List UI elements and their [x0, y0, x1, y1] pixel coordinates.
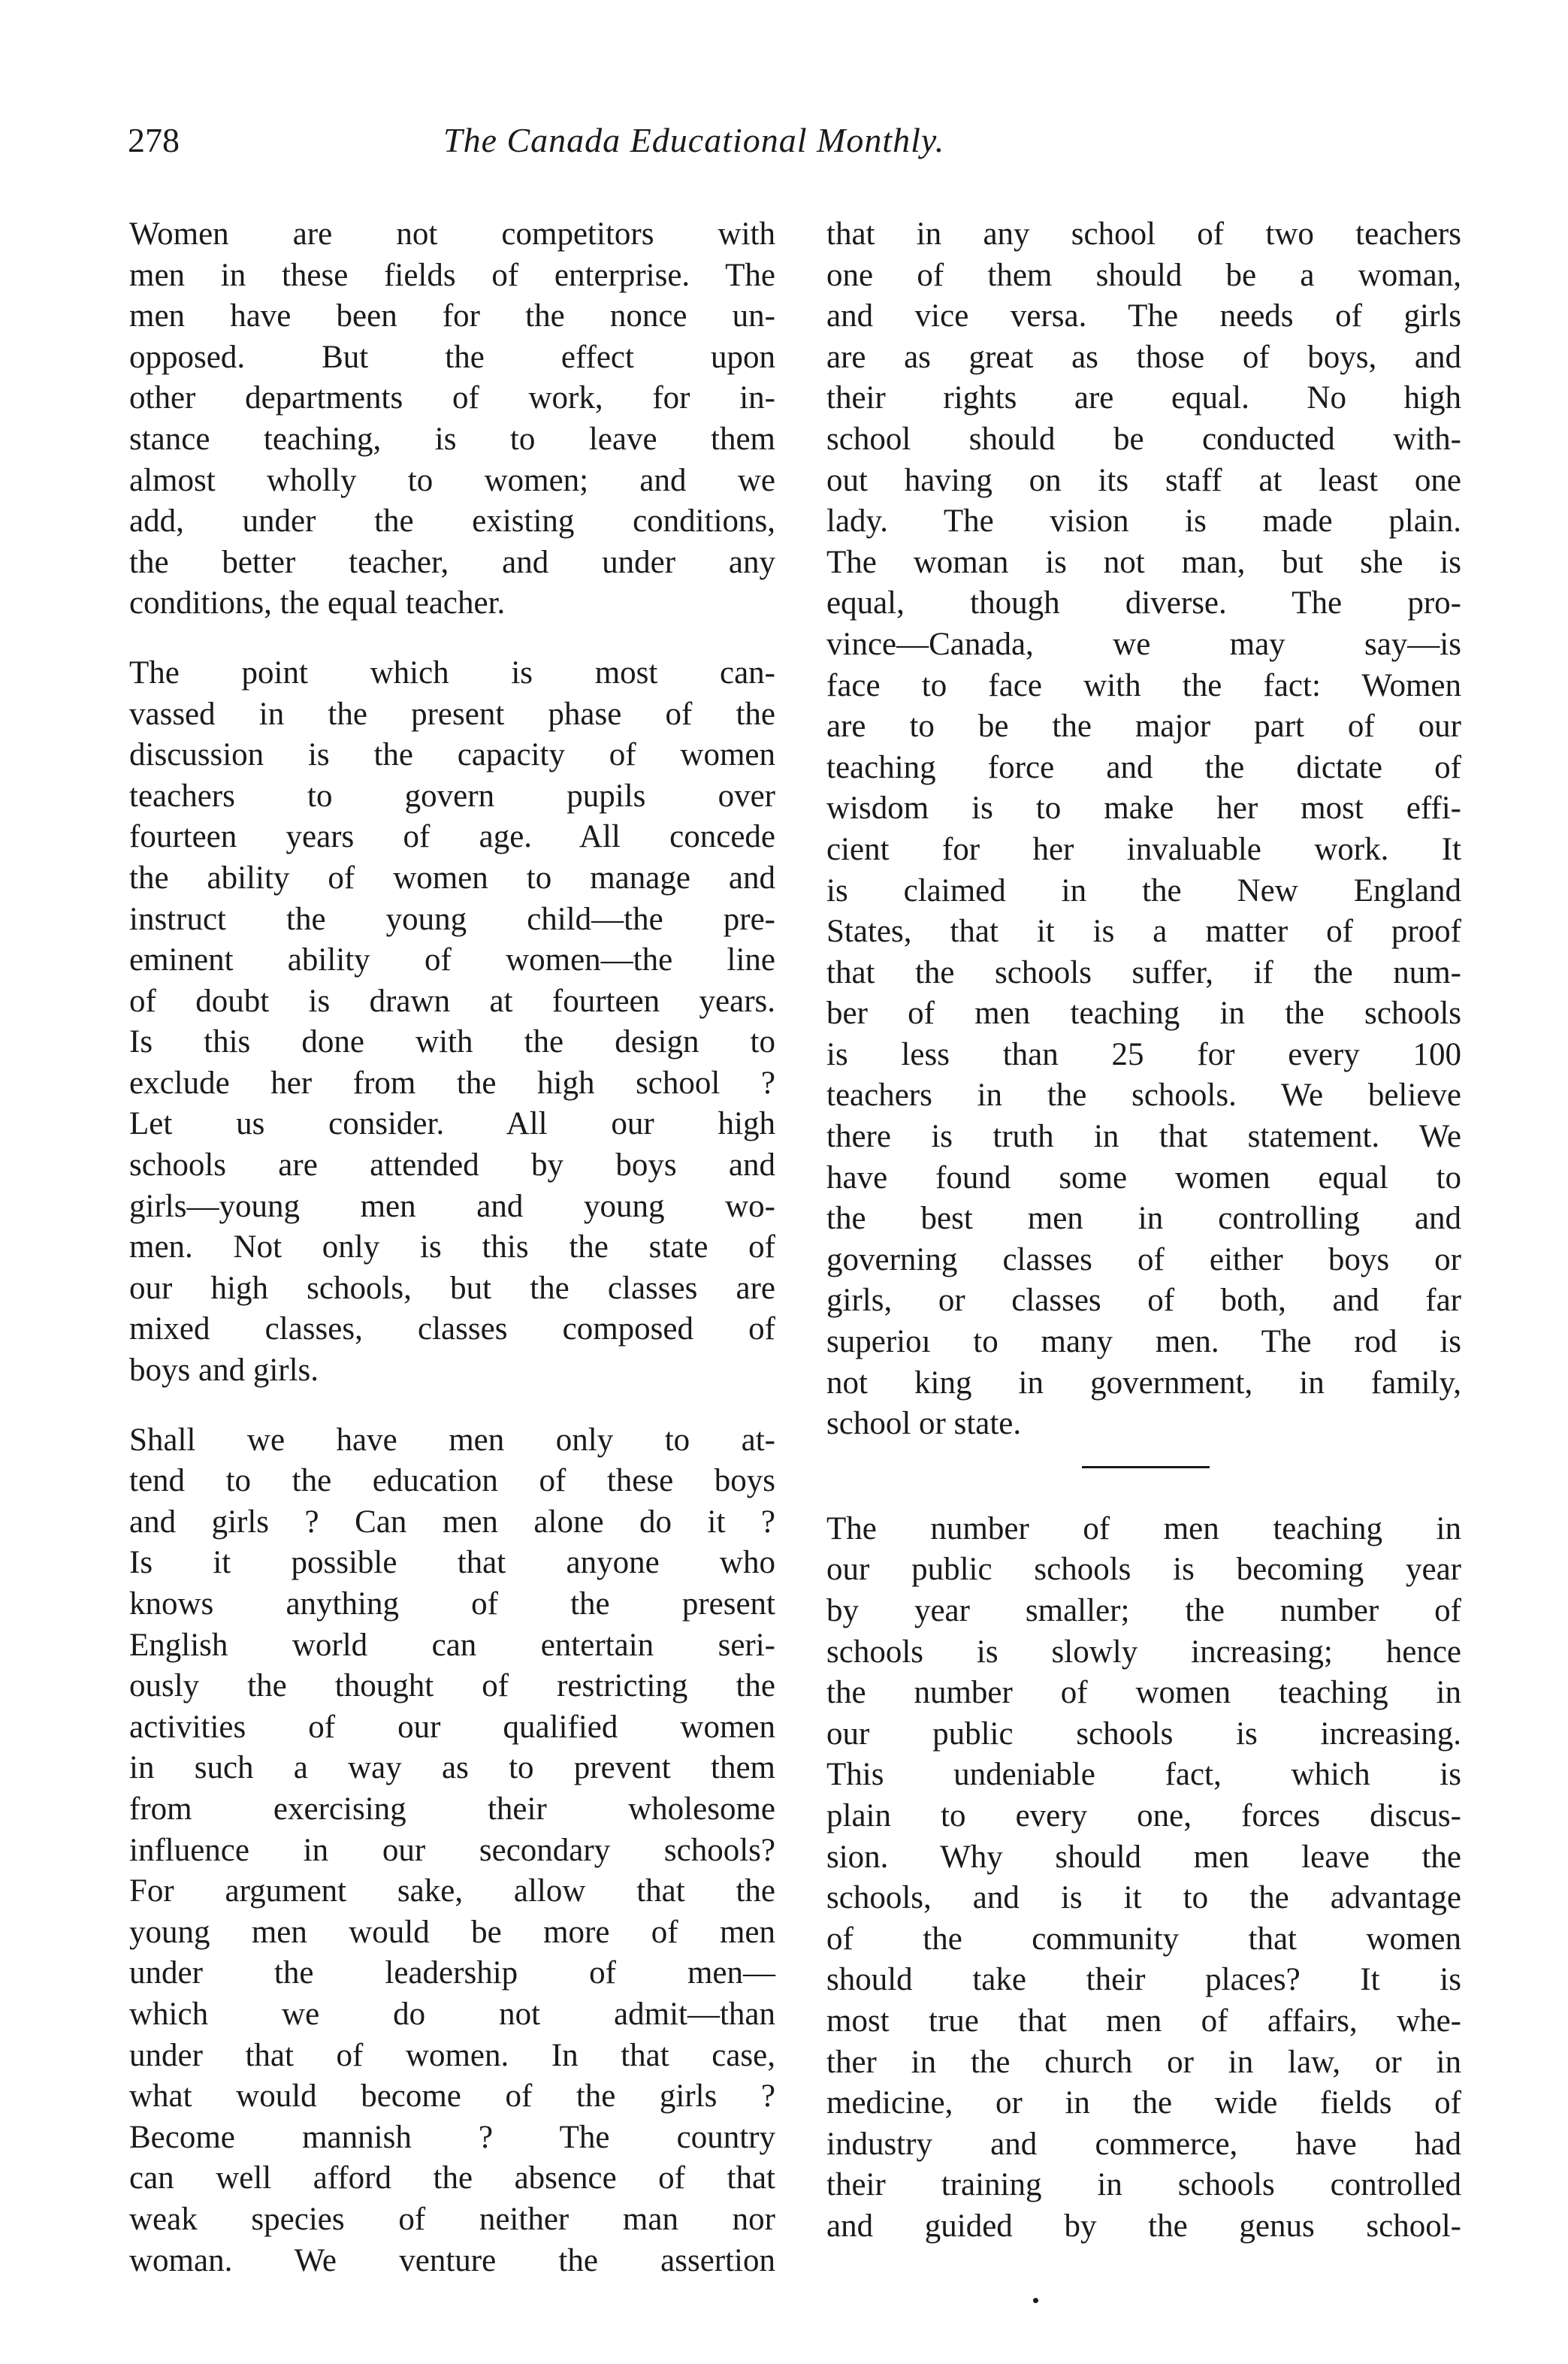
text-line: English world can entertain seri-	[129, 1627, 775, 1663]
text-line: ther in the church or in law, or in	[826, 2044, 1461, 2080]
text-line: school or state.	[826, 1406, 1022, 1442]
text-line: The woman is not man, but she is	[826, 544, 1461, 580]
text-line: fourteen years of age. All concede	[129, 819, 775, 855]
text-line: and vice versa. The needs of girls	[826, 298, 1461, 334]
text-line: States, that it is a matter of proof	[826, 914, 1461, 950]
text-line: This undeniable fact, which is	[826, 1757, 1461, 1793]
text-line: men have been for the nonce un-	[129, 298, 775, 334]
text-line: industry and commerce, have had	[826, 2126, 1461, 2162]
text-line: face to face with the fact: Women	[826, 667, 1461, 703]
text-line: young men would be more of men	[129, 1914, 775, 1950]
text-line: weak species of neither man nor	[129, 2201, 775, 2237]
text-line: boys and girls.	[129, 1353, 319, 1389]
text-line: plain to every one, forces discus-	[826, 1797, 1461, 1833]
text-line: out having on its staff at least one	[826, 462, 1461, 498]
paragraph	[826, 214, 1461, 1445]
paragraph	[129, 653, 775, 1392]
text-line: Is this done with the design to	[129, 1024, 775, 1060]
text-line: Women are not competitors with	[129, 216, 775, 252]
left-column	[129, 214, 775, 2281]
text-line: in such a way as to prevent them	[129, 1750, 775, 1786]
text-line: governing classes of either boys or	[826, 1241, 1461, 1277]
text-line: are to be the major part of our	[826, 709, 1461, 745]
text-line: Let us consider. All our high	[129, 1106, 775, 1142]
text-line: tend to the education of these boys	[129, 1463, 775, 1499]
paragraph	[129, 1420, 775, 2281]
text-line: their rights are equal. No high	[826, 380, 1461, 416]
text-line: woman. We venture the assertion	[129, 2242, 775, 2278]
running-title: The Canada Educational Monthly.	[443, 121, 945, 159]
text-line: should take their places? It is	[826, 1962, 1461, 1998]
text-line: vince—Canada, we may say—is	[826, 626, 1461, 662]
text-line: our high schools, but the classes are	[129, 1270, 775, 1306]
text-line: schools, and is it to the advantage	[826, 1880, 1461, 1916]
text-line: have found some women equal to	[826, 1159, 1461, 1196]
text-line: our public schools is becoming year	[826, 1552, 1461, 1588]
text-line: and girls ? Can men alone do it ?	[129, 1504, 775, 1540]
text-line: which we do not admit—than	[129, 1996, 775, 2032]
text-line: and guided by the genus school-	[826, 2208, 1461, 2244]
text-line: that the schools suffer, if the num-	[826, 954, 1461, 990]
text-line: eminent ability of women—the line	[129, 942, 775, 978]
text-line: discussion is the capacity of women	[129, 737, 775, 773]
paragraph	[826, 1509, 1461, 2248]
text-line: of doubt is drawn at fourteen years.	[129, 983, 775, 1019]
text-line: the better teacher, and under any	[129, 544, 775, 580]
text-line: of the community that women	[826, 1921, 1461, 1957]
text-line: instruct the young child—the pre-	[129, 901, 775, 937]
text-line: activities of our qualified women	[129, 1709, 775, 1745]
text-line: not king in government, in family,	[826, 1365, 1461, 1401]
text-line: under that of women. In that case,	[129, 2037, 775, 2073]
text-line: schools is slowly increasing; hence	[826, 1634, 1461, 1670]
text-line: one of them should be a woman,	[826, 257, 1461, 293]
text-line: is less than 25 for every 100	[826, 1036, 1461, 1072]
text-line: sion. Why should men leave the	[826, 1839, 1461, 1875]
text-line: Become mannish ? The country	[129, 2119, 775, 2155]
text-line: school should be conducted with-	[826, 421, 1461, 457]
text-line: girls—young men and young wo-	[129, 1188, 775, 1224]
text-line: lady. The vision is made plain.	[826, 503, 1461, 540]
text-line: stance teaching, is to leave them	[129, 421, 775, 457]
text-line: Is it possible that anyone who	[129, 1545, 775, 1581]
text-line: teachers to govern pupils over	[129, 778, 775, 814]
text-line: our public schools is increasing.	[826, 1716, 1461, 1752]
paragraph-gap	[129, 1392, 775, 1420]
text-line: The number of men teaching in	[826, 1510, 1461, 1546]
text-line: exclude her from the high school ?	[129, 1065, 775, 1101]
text-line: wisdom is to make her most effi-	[826, 791, 1461, 827]
text-line: Shall we have men only to at-	[129, 1422, 775, 1458]
text-line: the best men in controlling and	[826, 1201, 1461, 1237]
text-line: the ability of women to manage and	[129, 860, 775, 896]
text-line: schools are attended by boys and	[129, 1147, 775, 1184]
text-line: girls, or classes of both, and far	[826, 1283, 1461, 1319]
paragraph	[129, 214, 775, 624]
text-line: that in any school of two teachers	[826, 216, 1461, 252]
text-line: are as great as those of boys, and	[826, 339, 1461, 375]
text-line: ously the thought of restricting the	[129, 1668, 775, 1704]
text-line: vassed in the present phase of the	[129, 696, 775, 732]
paragraph-gap	[129, 624, 775, 653]
text-line: teaching force and the dictate of	[826, 749, 1461, 785]
text-line: men in these fields of enterprise. The	[129, 257, 775, 293]
text-line: For argument sake, allow that the	[129, 1873, 775, 1909]
text-line: under the leadership of men—	[129, 1955, 775, 1991]
text-line: other departments of work, for in-	[129, 380, 775, 416]
text-line: teachers in the schools. We believe	[826, 1078, 1461, 1114]
text-line: superioı to many men. The rod is	[826, 1324, 1461, 1360]
text-line: there is truth in that statement. We	[826, 1119, 1461, 1155]
text-line: mixed classes, classes composed of	[129, 1311, 775, 1347]
page-number: 278	[128, 121, 180, 159]
text-line: cient for her invaluable work. It	[826, 831, 1461, 867]
text-line: The point which is most can-	[129, 654, 775, 691]
text-line: ber of men teaching in the schools	[826, 996, 1461, 1032]
text-line: influence in our secondary schools?	[129, 1832, 775, 1868]
text-line: men. Not only is this the state of	[129, 1229, 775, 1265]
text-line: knows anything of the present	[129, 1586, 775, 1622]
right-column	[826, 214, 1461, 2248]
text-line: is claimed in the New England	[826, 872, 1461, 908]
text-line: from exercising their wholesome	[129, 1791, 775, 1827]
text-line: conditions, the equal teacher.	[129, 585, 506, 621]
running-header	[128, 113, 1443, 173]
text-line: opposed. But the effect upon	[129, 339, 775, 375]
text-line: equal, though diverse. The pro-	[826, 585, 1461, 621]
printer-mark	[1033, 2298, 1038, 2303]
text-line: the number of women teaching in	[826, 1675, 1461, 1711]
text-line: medicine, or in the wide fields of	[826, 2085, 1461, 2121]
section-divider	[1082, 1466, 1210, 1468]
text-line: their training in schools controlled	[826, 2167, 1461, 2203]
text-line: can well afford the absence of that	[129, 2160, 775, 2196]
text-line: most true that men of affairs, whe-	[826, 2003, 1461, 2039]
text-line: almost wholly to women; and we	[129, 462, 775, 498]
text-line: what would become of the girls ?	[129, 2078, 775, 2115]
text-line: add, under the existing conditions,	[129, 503, 775, 540]
text-line: by year smaller; the number of	[826, 1593, 1461, 1628]
